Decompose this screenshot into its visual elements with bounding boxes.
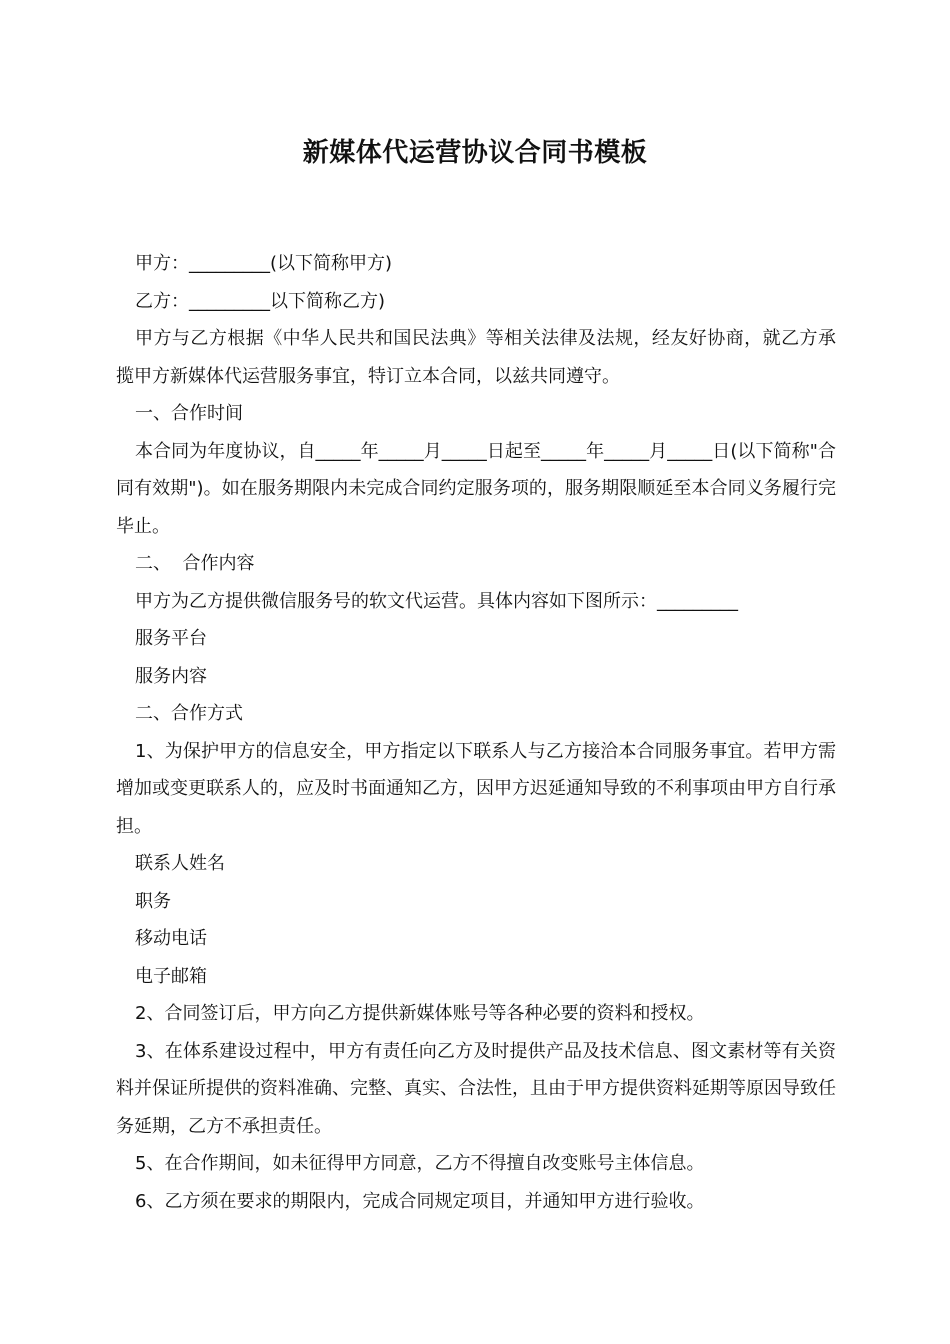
clause-2-paragraph: 2、合同签订后，甲方向乙方提供新媒体账号等各种必要的资料和授权。 — [135, 1003, 705, 1024]
document-body — [116, 245, 836, 1220]
section-heading-cooperation-method: 二、合作方式 — [135, 703, 243, 724]
service-platform-label: 服务平台 — [135, 628, 207, 649]
document-title: 新媒体代运营协议合同书模板 — [302, 138, 648, 168]
section-heading-cooperation-content: 二、 合作内容 — [135, 553, 255, 574]
clause-1-paragraph: 1、为保护甲方的信息安全，甲方指定以下联系人与乙方接洽本合同服务事宜。若甲方需增加或变更联系人的，应及时书面通知乙方，因甲方迟延通知导致的不利事项由甲方自行承担。 — [116, 740, 836, 837]
clause-5-paragraph: 5、在合作期间，如未征得甲方同意，乙方不得擅自改变账号主体信息。 — [135, 1153, 705, 1174]
position-label: 职务 — [135, 890, 171, 912]
party-b-line: 乙方：_________以下简称乙方) — [135, 290, 386, 312]
clause-3-paragraph: 3、在体系建设过程中，甲方有责任向乙方及时提供产品及技术信息、图文素材等有关资料并保证所提供的资料准确、完整、真实、合法性，且由于甲方提供资料延期等原因导致任务延期，乙方不承担责任。 — [116, 1040, 836, 1137]
section-heading-cooperation-time: 一、合作时间 — [135, 403, 243, 424]
party-a-line: 甲方：_________(以下简称甲方) — [135, 253, 393, 274]
service-content-label: 服务内容 — [135, 665, 207, 687]
mobile-phone-label: 移动电话 — [135, 928, 207, 949]
email-label: 电子邮箱 — [135, 965, 207, 987]
cooperation-time-paragraph: 本合同为年度协议，自_____年_____月_____日起至_____年_____月_____日(以下简称"合同有效期")。如在服务期限内未完成合同约定服务项的，服务期限顺延至本合同义务履行完毕止。 — [116, 440, 836, 537]
contact-name-label: 联系人姓名 — [135, 853, 225, 874]
preamble-paragraph: 甲方与乙方根据《中华人民共和国民法典》等相关法律及法规，经友好协商，就乙方承揽甲方新媒体代运营服务事宜，特订立本合同，以兹共同遵守。 — [116, 328, 836, 387]
cooperation-content-paragraph: 甲方为乙方提供微信服务号的软文代运营。具体内容如下图所示：_________ — [135, 590, 738, 612]
clause-6-paragraph: 6、乙方须在要求的期限内，完成合同规定项目，并通知甲方进行验收。 — [135, 1190, 705, 1212]
